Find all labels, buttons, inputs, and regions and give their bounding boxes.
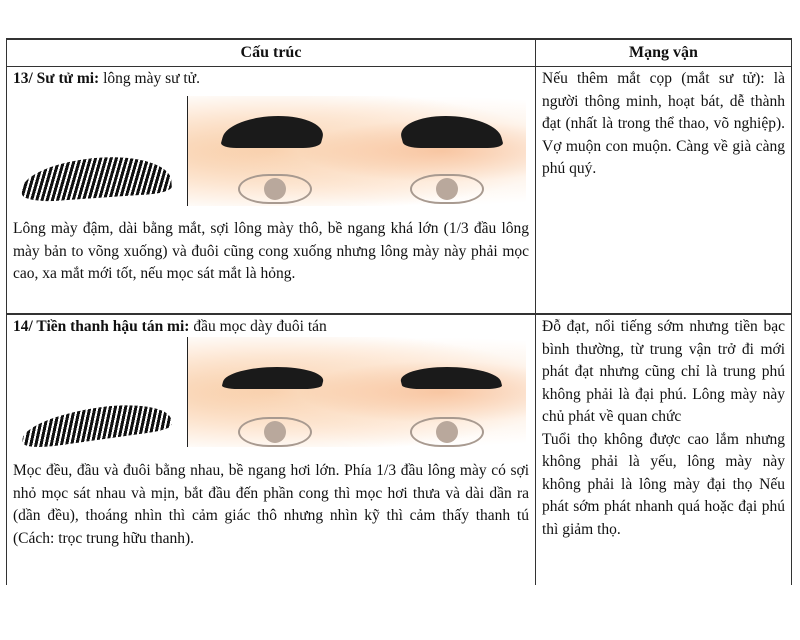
face-image-13 <box>187 96 526 206</box>
header-fortune: Mạng vận <box>536 40 791 67</box>
row13-description: Lông mày đậm, dài bằng mắt, sợi lông mày thô, bề ngang khá lớn (1/3 đầu lông mày bản to võng xuống) và đuôi cũng cong xuống nhưng lông mày này phải mọc cao, xa mắt mới tốt, nếu mọc sát mắt là hỏng. <box>13 220 529 282</box>
eyebrow-sketch-13 <box>20 153 172 203</box>
header-structure: Cấu trúc <box>7 40 535 67</box>
eyebrow-table <box>6 38 792 585</box>
row14-title: 14/ Tiền thanh hậu tán mi: đầu mọc dày đuôi tán <box>13 318 327 335</box>
row-divider <box>7 313 791 315</box>
row14-fortune: Đỗ đạt, nổi tiếng sớm nhưng tiền bạc bình thường, từ trung vận trở đi mới phát đạt nhưng cũng chỉ là trung phú không phải là đại phú. Lông mày này chủ phát về quan chức Tuổi thọ không được cao lắm nhưng không phải là yếu, lông mày này không phải là lông mày đại thọ Nếu phát sớm phát nhanh quá hoặc đại phú thì giảm thọ. <box>542 318 785 538</box>
eyebrow-sketch-14 <box>20 398 173 451</box>
row13-fortune: Nếu thêm mắt cọp (mắt sư tử): là người thông minh, hoạt bát, dễ thành đạt (nhất là trong thể thao, võ nghiệp). Vợ muộn con muộn. Càng về già càng phú quý. <box>542 70 785 177</box>
face-image-14 <box>187 337 526 447</box>
row13-title: 13/ Sư tử mi: lông mày sư tử. <box>13 70 200 87</box>
row14-description: Mọc đều, đầu và đuôi bằng nhau, bề ngang hơi lớn. Phía 1/3 đầu lông mày có sợi nhỏ mọc sát nhau và mịn, bắt đầu đến phần cong thì mọc hơi thưa và dài dần ra (dần đều), thoáng nhìn thì cảm giác thô nhưng nhìn kỹ thì cảm thấy thanh tú (Cách: trọc trung hữu thanh). <box>13 462 529 547</box>
